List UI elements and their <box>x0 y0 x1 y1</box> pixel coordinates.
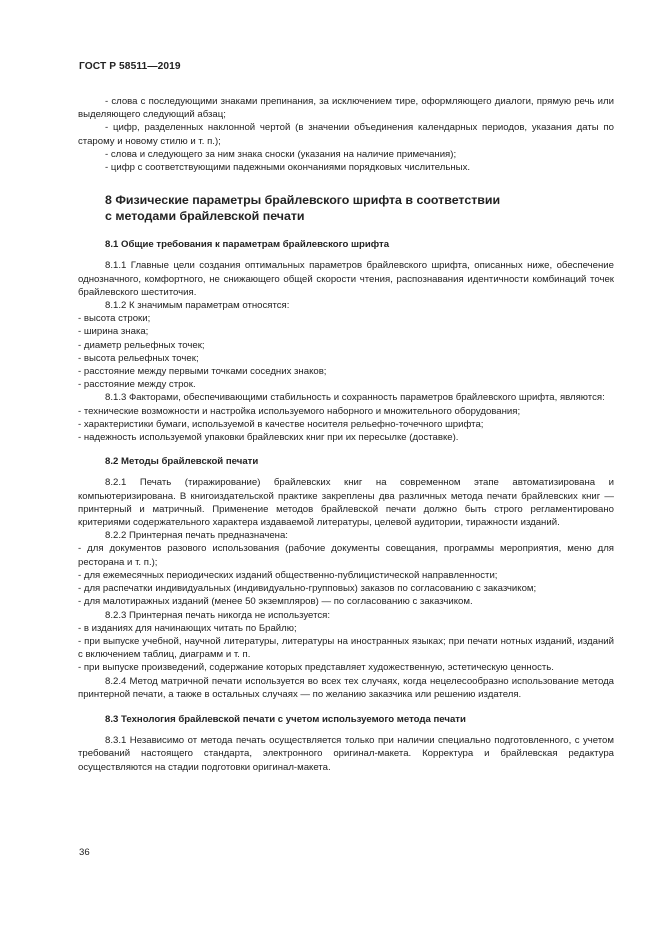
list-item: - высота строки; <box>78 313 151 325</box>
list-item: - для малотиражных изданий (менее 50 экземпляров) — по согласованию с заказчиком. <box>78 596 473 608</box>
list-item: - высота рельефных точек; <box>78 352 199 364</box>
list-item: - технические возможности и настройка используемого наборного и множительного оборудования; <box>78 405 521 417</box>
intro-item: - слова с последующими знаками препинания, за исключением тире, оформляющего диалоги, прямую речь или выделяющего следующий абзац; <box>78 96 614 121</box>
list-item: - для ежемесячных периодических изданий общественно-публицистической направленности; <box>78 569 498 581</box>
list-item: - надежность используемой упаковки брайлевских книг при их пересылке (доставке). <box>78 432 459 444</box>
list-item: - в изданиях для начинающих читать по Брайлю; <box>78 622 297 634</box>
paragraph: 8.3.1 Независимо от метода печать осуществляется только при наличии специально подготовленного, с учетом требований настоящего стандарта, электронного оригинал-макета. Корректура и брайлевская редактура осуществляются на стадии подготовки оригинал-макета. <box>78 735 614 773</box>
paragraph: 8.1.1 Главные цели создания оптимальных параметров брайлевского шрифта, описанных ниже, обеспечение однозначного, комфортного, не снижающего общей скорости чтения, распознавания идентичности комбинаций точек брайлевского шеститочия. <box>78 260 614 298</box>
list-item: - расстояние между строк. <box>78 379 196 391</box>
paragraph: 8.2.1 Печать (тиражирование) брайлевских книг на современном этапе автоматизирована и компьютеризирована. В книгоиздательской практике закреплены два различных метода печати брайлевских книг — принтерный и матричный. Применение методов брайлевской печати должно быть строго регламентировано критериями содержательного характера издаваемой литературы, целевой аудитории, тиражности изданий. <box>78 477 614 529</box>
subsection-8-3-heading: 8.3 Технология брайлевской печати с учетом используемого метода печати <box>105 713 466 725</box>
intro-item: - цифр с соответствующими падежными окончаниями порядковых числительных. <box>105 162 471 174</box>
paragraph: 8.1.3 Факторами, обеспечивающими стабильность и сохранность параметров брайлевского шрифта, являются: <box>105 392 605 404</box>
list-item: - для документов разового использования (рабочие документы совещания, программы мероприятия, меню для ресторана и т. п.); <box>78 543 614 568</box>
list-item: - диаметр рельефных точек; <box>78 339 205 351</box>
list-item: - ширина знака; <box>78 326 149 338</box>
list-item: - для распечатки индивидуальных (индивидуально-групповых) заказов по согласованию с заказчиком; <box>78 583 537 595</box>
intro-item: - слова и следующего за ним знака сноски (указания на наличие примечания); <box>105 148 457 160</box>
section-8-title-line2: с методами брайлевской печати <box>105 209 305 224</box>
page-number: 36 <box>79 847 90 858</box>
subsection-8-2-heading: 8.2 Методы брайлевской печати <box>105 456 259 468</box>
intro-item: - цифр, разделенных наклонной чертой (в значении объединения календарных периодов, указания даты по старому и новому стилю и т. п.); <box>78 122 614 147</box>
section-8-title-line1: 8 Физические параметры брайлевского шрифта в соответствии <box>105 193 501 208</box>
list-item: - при выпуске учебной, научной литературы, литературы на иностранных языках; при печати нотных изданий, изданий с включением таблиц, диаграмм и т. п. <box>78 635 614 661</box>
paragraph: 8.2.4 Метод матричной печати используется во всех тех случаях, когда нецелесообразно использование метода принтерной печати, а также в остальных случаях — по желанию заказчика или решению издателя. <box>78 675 614 700</box>
paragraph: 8.1.2 К значимым параметрам относятся: <box>105 300 290 312</box>
list-item: - при выпуске произведений, содержание которых представляет художественную, эстетическую ценность. <box>78 662 554 674</box>
paragraph: 8.2.3 Принтерная печать никогда не используется: <box>105 609 331 621</box>
subsection-8-1-heading: 8.1 Общие требования к параметрам брайлевского шрифта <box>105 239 390 251</box>
spacer <box>78 444 614 455</box>
paragraph: 8.2.2 Принтерная печать предназначена: <box>105 530 288 542</box>
list-item: - характеристики бумаги, используемой в качестве носителя рельефно-точечного шрифта; <box>78 418 484 430</box>
standard-header: ГОСТ Р 58511—2019 <box>79 61 181 72</box>
section-8-heading <box>105 192 614 224</box>
list-item: - расстояние между первыми точками соседних знаков; <box>78 366 327 378</box>
spacer <box>78 701 614 713</box>
page-content <box>78 95 614 774</box>
